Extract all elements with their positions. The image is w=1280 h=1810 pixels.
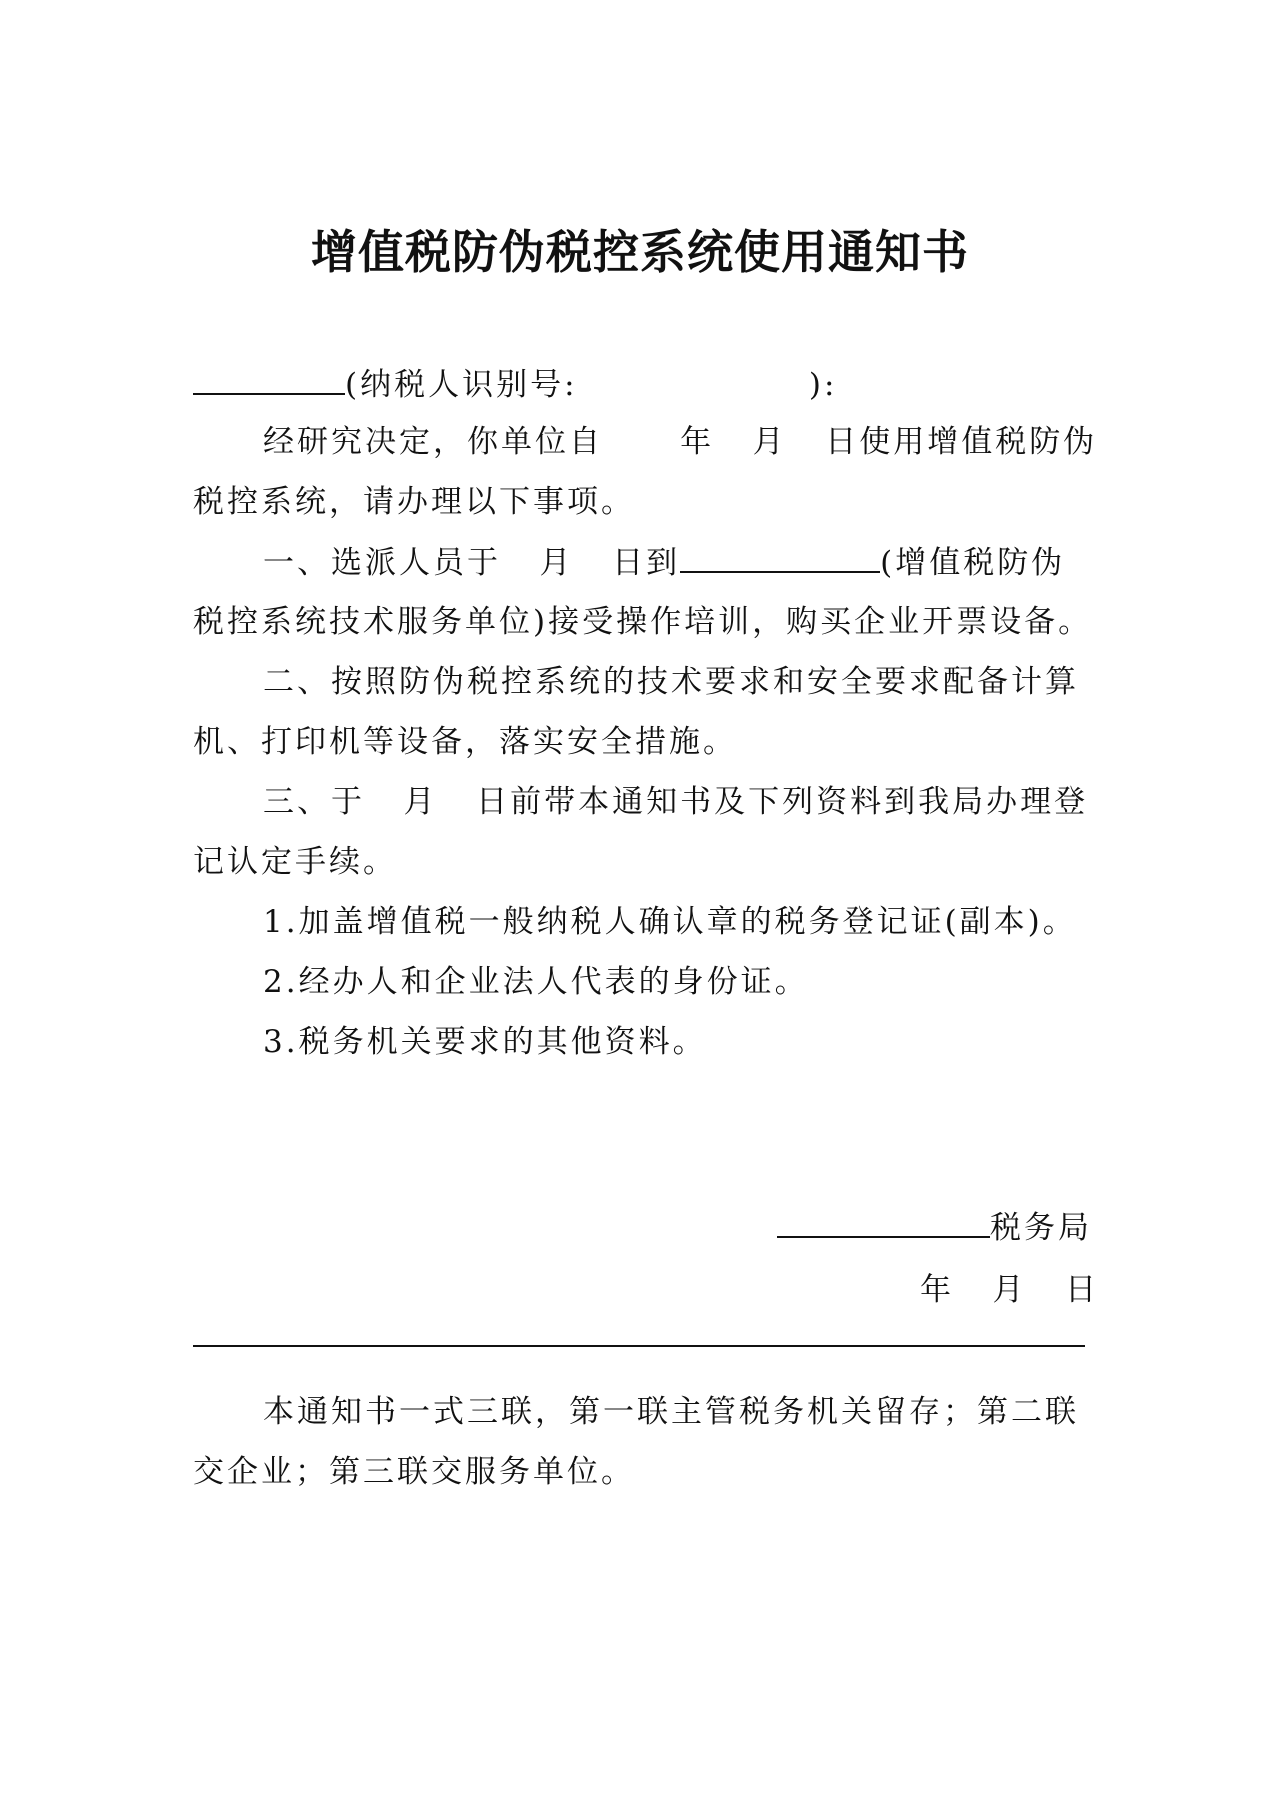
item-3-line-1: 三、于 月 日前带本通知书及下列资料到我局办理登 (263, 784, 1089, 820)
tax-bureau-name-blank[interactable] (777, 1205, 990, 1238)
item-1-text-b: (增值税防伪 (880, 545, 1066, 581)
material-item-3: 3.税务机关要求的其他资料。 (263, 1024, 707, 1060)
item-1-line-1 (263, 540, 1065, 585)
footer-divider (193, 1345, 1085, 1347)
footer-note-line-1: 本通知书一式三联，第一联主管税务机关留存；第二联 (263, 1394, 1079, 1430)
item-1-text-a: 一、选派人员于 月 日到 (263, 545, 681, 581)
item-3-line-2: 记认定手续。 (193, 844, 397, 880)
issuer-line (777, 1205, 1092, 1250)
material-item-1: 1.加盖增值税一般纳税人确认章的税务登记证(副本)。 (263, 904, 1077, 940)
issue-date: 年 月 日 (920, 1272, 1100, 1308)
document-title: 增值税防伪税控系统使用通知书 (311, 225, 969, 279)
intro-paragraph-line-2: 税控系统，请办理以下事项。 (193, 484, 635, 520)
item-2-line-1: 二、按照防伪税控系统的技术要求和安全要求配备计算 (263, 664, 1079, 700)
addressee-line (193, 362, 837, 407)
item-2-line-2: 机、打印机等设备，落实安全措施。 (193, 724, 737, 760)
service-unit-blank[interactable] (680, 540, 880, 573)
taxpayer-name-blank[interactable] (193, 362, 345, 395)
intro-paragraph-line-1: 经研究决定，你单位自 年 月 日使用增值税防伪 (263, 424, 1098, 460)
tax-bureau-label: 税务局 (990, 1210, 1092, 1246)
footer-note-line-2: 交企业；第三联交服务单位。 (193, 1454, 635, 1490)
material-item-2: 2.经办人和企业法人代表的身份证。 (263, 964, 809, 1000)
taxpayer-id-label: (纳税人识别号: ): (345, 367, 838, 403)
item-1-line-2: 税控系统技术服务单位)接受操作培训，购买企业开票设备。 (193, 604, 1093, 640)
